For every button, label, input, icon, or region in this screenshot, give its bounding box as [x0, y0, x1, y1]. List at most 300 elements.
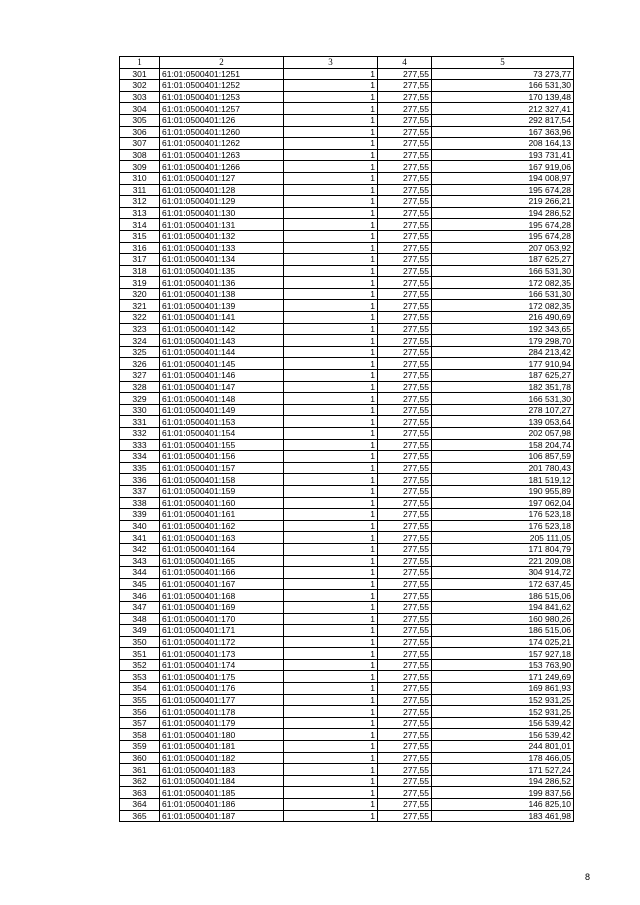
quantity-cell: 1: [284, 509, 378, 521]
cadastral-number-cell: 61:01:0500401:168: [160, 590, 284, 602]
quantity-cell: 1: [284, 172, 378, 184]
quantity-cell: 1: [284, 265, 378, 277]
row-number-cell: 308: [120, 149, 160, 161]
cadastral-number-cell: 61:01:0500401:135: [160, 265, 284, 277]
value-cell: 172 637,45: [432, 578, 574, 590]
rate-cell: 277,55: [378, 126, 432, 138]
value-cell: 172 082,35: [432, 300, 574, 312]
table-row: [120, 416, 574, 428]
table-row: [120, 80, 574, 92]
cadastral-number-cell: 61:01:0500401:133: [160, 242, 284, 254]
value-cell: 178 466,05: [432, 752, 574, 764]
header-cell-1: 1: [120, 57, 160, 69]
page-number: 8: [585, 872, 591, 882]
cadastral-number-cell: 61:01:0500401:143: [160, 335, 284, 347]
quantity-cell: 1: [284, 706, 378, 718]
quantity-cell: 1: [284, 91, 378, 103]
table-row: [120, 613, 574, 625]
registry-table: [119, 56, 574, 822]
quantity-cell: 1: [284, 184, 378, 196]
cadastral-number-cell: 61:01:0500401:163: [160, 532, 284, 544]
row-number-cell: 337: [120, 485, 160, 497]
value-cell: 139 053,64: [432, 416, 574, 428]
quantity-cell: 1: [284, 207, 378, 219]
value-cell: 216 490,69: [432, 312, 574, 324]
cadastral-number-cell: 61:01:0500401:127: [160, 172, 284, 184]
quantity-cell: 1: [284, 126, 378, 138]
row-number-cell: 344: [120, 567, 160, 579]
cadastral-number-cell: 61:01:0500401:1266: [160, 161, 284, 173]
value-cell: 171 249,69: [432, 671, 574, 683]
cadastral-number-cell: 61:01:0500401:134: [160, 254, 284, 266]
quantity-cell: 1: [284, 161, 378, 173]
row-number-cell: 326: [120, 358, 160, 370]
rate-cell: 277,55: [378, 741, 432, 753]
value-cell: 193 731,41: [432, 149, 574, 161]
row-number-cell: 305: [120, 114, 160, 126]
rate-cell: 277,55: [378, 509, 432, 521]
quantity-cell: 1: [284, 648, 378, 660]
header-cell-3: 3: [284, 57, 378, 69]
rate-cell: 277,55: [378, 520, 432, 532]
table-row: [120, 428, 574, 440]
cadastral-number-cell: 61:01:0500401:136: [160, 277, 284, 289]
row-number-cell: 302: [120, 80, 160, 92]
rate-cell: 277,55: [378, 567, 432, 579]
rate-cell: 277,55: [378, 787, 432, 799]
cadastral-number-cell: 61:01:0500401:141: [160, 312, 284, 324]
cadastral-number-cell: 61:01:0500401:128: [160, 184, 284, 196]
cadastral-number-cell: 61:01:0500401:175: [160, 671, 284, 683]
table-row: [120, 694, 574, 706]
table-row: [120, 462, 574, 474]
row-number-cell: 340: [120, 520, 160, 532]
value-cell: 183 461,98: [432, 810, 574, 822]
table-row: [120, 567, 574, 579]
row-number-cell: 313: [120, 207, 160, 219]
table-row: [120, 648, 574, 660]
quantity-cell: 1: [284, 312, 378, 324]
table-row: [120, 543, 574, 555]
row-number-cell: 331: [120, 416, 160, 428]
row-number-cell: 347: [120, 601, 160, 613]
row-number-cell: 362: [120, 775, 160, 787]
row-number-cell: 327: [120, 370, 160, 382]
value-cell: 284 213,42: [432, 346, 574, 358]
rate-cell: 277,55: [378, 138, 432, 150]
table-row: [120, 659, 574, 671]
row-number-cell: 307: [120, 138, 160, 150]
row-number-cell: 324: [120, 335, 160, 347]
quantity-cell: 1: [284, 799, 378, 811]
quantity-cell: 1: [284, 485, 378, 497]
value-cell: 166 531,30: [432, 393, 574, 405]
cadastral-number-cell: 61:01:0500401:142: [160, 323, 284, 335]
value-cell: 171 527,24: [432, 764, 574, 776]
rate-cell: 277,55: [378, 149, 432, 161]
row-number-cell: 342: [120, 543, 160, 555]
rate-cell: 277,55: [378, 103, 432, 115]
cadastral-number-cell: 61:01:0500401:170: [160, 613, 284, 625]
cadastral-number-cell: 61:01:0500401:1262: [160, 138, 284, 150]
value-cell: 194 286,52: [432, 207, 574, 219]
table-row: [120, 404, 574, 416]
value-cell: 152 931,25: [432, 694, 574, 706]
value-cell: 158 204,74: [432, 439, 574, 451]
row-number-cell: 303: [120, 91, 160, 103]
value-cell: 195 674,28: [432, 230, 574, 242]
cadastral-number-cell: 61:01:0500401:129: [160, 196, 284, 208]
table-row: [120, 370, 574, 382]
rate-cell: 277,55: [378, 312, 432, 324]
value-cell: 207 053,92: [432, 242, 574, 254]
quantity-cell: 1: [284, 613, 378, 625]
table-row: [120, 810, 574, 822]
cadastral-number-cell: 61:01:0500401:179: [160, 717, 284, 729]
rate-cell: 277,55: [378, 451, 432, 463]
value-cell: 106 857,59: [432, 451, 574, 463]
table-row: [120, 312, 574, 324]
cadastral-number-cell: 61:01:0500401:157: [160, 462, 284, 474]
quantity-cell: 1: [284, 68, 378, 80]
quantity-cell: 1: [284, 659, 378, 671]
rate-cell: 277,55: [378, 91, 432, 103]
table-row: [120, 149, 574, 161]
rate-cell: 277,55: [378, 543, 432, 555]
table-row: [120, 590, 574, 602]
cadastral-number-cell: 61:01:0500401:164: [160, 543, 284, 555]
row-number-cell: 314: [120, 219, 160, 231]
row-number-cell: 335: [120, 462, 160, 474]
cadastral-number-cell: 61:01:0500401:138: [160, 288, 284, 300]
table-row: [120, 381, 574, 393]
value-cell: 194 008,97: [432, 172, 574, 184]
row-number-cell: 309: [120, 161, 160, 173]
row-number-cell: 310: [120, 172, 160, 184]
value-cell: 146 825,10: [432, 799, 574, 811]
table-row: [120, 764, 574, 776]
row-number-cell: 334: [120, 451, 160, 463]
quantity-cell: 1: [284, 416, 378, 428]
table-row: [120, 578, 574, 590]
quantity-cell: 1: [284, 741, 378, 753]
row-number-cell: 361: [120, 764, 160, 776]
row-number-cell: 306: [120, 126, 160, 138]
rate-cell: 277,55: [378, 346, 432, 358]
quantity-cell: 1: [284, 752, 378, 764]
row-number-cell: 325: [120, 346, 160, 358]
cadastral-number-cell: 61:01:0500401:154: [160, 428, 284, 440]
quantity-cell: 1: [284, 694, 378, 706]
value-cell: 176 523,18: [432, 520, 574, 532]
value-cell: 208 164,13: [432, 138, 574, 150]
rate-cell: 277,55: [378, 323, 432, 335]
rate-cell: 277,55: [378, 764, 432, 776]
value-cell: 192 343,65: [432, 323, 574, 335]
rate-cell: 277,55: [378, 161, 432, 173]
cadastral-number-cell: 61:01:0500401:183: [160, 764, 284, 776]
value-cell: 167 363,96: [432, 126, 574, 138]
cadastral-number-cell: 61:01:0500401:146: [160, 370, 284, 382]
quantity-cell: 1: [284, 358, 378, 370]
table-row: [120, 196, 574, 208]
cadastral-number-cell: 61:01:0500401:147: [160, 381, 284, 393]
cadastral-number-cell: 61:01:0500401:172: [160, 636, 284, 648]
table-row: [120, 485, 574, 497]
row-number-cell: 318: [120, 265, 160, 277]
quantity-cell: 1: [284, 138, 378, 150]
cadastral-number-cell: 61:01:0500401:185: [160, 787, 284, 799]
table-row: [120, 497, 574, 509]
row-number-cell: 355: [120, 694, 160, 706]
rate-cell: 277,55: [378, 601, 432, 613]
value-cell: 174 025,21: [432, 636, 574, 648]
table-row: [120, 625, 574, 637]
cadastral-number-cell: 61:01:0500401:145: [160, 358, 284, 370]
cadastral-number-cell: 61:01:0500401:1257: [160, 103, 284, 115]
rate-cell: 277,55: [378, 497, 432, 509]
quantity-cell: 1: [284, 636, 378, 648]
cadastral-number-cell: 61:01:0500401:177: [160, 694, 284, 706]
value-cell: 167 919,06: [432, 161, 574, 173]
rate-cell: 277,55: [378, 683, 432, 695]
row-number-cell: 328: [120, 381, 160, 393]
value-cell: 244 801,01: [432, 741, 574, 753]
table-row: [120, 741, 574, 753]
row-number-cell: 333: [120, 439, 160, 451]
quantity-cell: 1: [284, 219, 378, 231]
value-cell: 278 107,27: [432, 404, 574, 416]
quantity-cell: 1: [284, 601, 378, 613]
rate-cell: 277,55: [378, 474, 432, 486]
quantity-cell: 1: [284, 671, 378, 683]
row-number-cell: 301: [120, 68, 160, 80]
value-cell: 156 539,42: [432, 729, 574, 741]
cadastral-number-cell: 61:01:0500401:167: [160, 578, 284, 590]
cadastral-number-cell: 61:01:0500401:159: [160, 485, 284, 497]
cadastral-number-cell: 61:01:0500401:126: [160, 114, 284, 126]
table-row: [120, 126, 574, 138]
table-row: [120, 729, 574, 741]
table-row: [120, 114, 574, 126]
cadastral-number-cell: 61:01:0500401:158: [160, 474, 284, 486]
table-row: [120, 254, 574, 266]
value-cell: 186 515,06: [432, 625, 574, 637]
row-number-cell: 320: [120, 288, 160, 300]
row-number-cell: 354: [120, 683, 160, 695]
rate-cell: 277,55: [378, 810, 432, 822]
value-cell: 170 139,48: [432, 91, 574, 103]
value-cell: 187 625,27: [432, 254, 574, 266]
value-cell: 219 266,21: [432, 196, 574, 208]
cadastral-number-cell: 61:01:0500401:173: [160, 648, 284, 660]
row-number-cell: 316: [120, 242, 160, 254]
table-row: [120, 532, 574, 544]
cadastral-number-cell: 61:01:0500401:184: [160, 775, 284, 787]
quantity-cell: 1: [284, 114, 378, 126]
rate-cell: 277,55: [378, 590, 432, 602]
quantity-cell: 1: [284, 451, 378, 463]
quantity-cell: 1: [284, 462, 378, 474]
rate-cell: 277,55: [378, 265, 432, 277]
quantity-cell: 1: [284, 428, 378, 440]
quantity-cell: 1: [284, 404, 378, 416]
rate-cell: 277,55: [378, 68, 432, 80]
value-cell: 199 837,56: [432, 787, 574, 799]
row-number-cell: 323: [120, 323, 160, 335]
quantity-cell: 1: [284, 254, 378, 266]
table-row: [120, 601, 574, 613]
row-number-cell: 332: [120, 428, 160, 440]
quantity-cell: 1: [284, 717, 378, 729]
table-row: [120, 358, 574, 370]
value-cell: 73 273,77: [432, 68, 574, 80]
table-row: [120, 451, 574, 463]
quantity-cell: 1: [284, 520, 378, 532]
row-number-cell: 349: [120, 625, 160, 637]
table-row: [120, 242, 574, 254]
rate-cell: 277,55: [378, 428, 432, 440]
cadastral-number-cell: 61:01:0500401:131: [160, 219, 284, 231]
value-cell: 202 057,98: [432, 428, 574, 440]
row-number-cell: 319: [120, 277, 160, 289]
cadastral-number-cell: 61:01:0500401:176: [160, 683, 284, 695]
table-row: [120, 300, 574, 312]
quantity-cell: 1: [284, 543, 378, 555]
value-cell: 169 861,93: [432, 683, 574, 695]
quantity-cell: 1: [284, 567, 378, 579]
cadastral-number-cell: 61:01:0500401:130: [160, 207, 284, 219]
table-body: [120, 68, 574, 822]
value-cell: 160 980,26: [432, 613, 574, 625]
quantity-cell: 1: [284, 288, 378, 300]
table-row: [120, 68, 574, 80]
table-row: [120, 520, 574, 532]
cadastral-number-cell: 61:01:0500401:174: [160, 659, 284, 671]
cadastral-number-cell: 61:01:0500401:156: [160, 451, 284, 463]
quantity-cell: 1: [284, 230, 378, 242]
rate-cell: 277,55: [378, 636, 432, 648]
cadastral-number-cell: 61:01:0500401:1252: [160, 80, 284, 92]
table-row: [120, 207, 574, 219]
table-row: [120, 393, 574, 405]
value-cell: 190 955,89: [432, 485, 574, 497]
rate-cell: 277,55: [378, 335, 432, 347]
row-number-cell: 352: [120, 659, 160, 671]
row-number-cell: 317: [120, 254, 160, 266]
value-cell: 182 351,78: [432, 381, 574, 393]
row-number-cell: 341: [120, 532, 160, 544]
cadastral-number-cell: 61:01:0500401:1260: [160, 126, 284, 138]
cadastral-number-cell: 61:01:0500401:180: [160, 729, 284, 741]
rate-cell: 277,55: [378, 694, 432, 706]
row-number-cell: 336: [120, 474, 160, 486]
cadastral-number-cell: 61:01:0500401:1253: [160, 91, 284, 103]
quantity-cell: 1: [284, 80, 378, 92]
table-row: [120, 346, 574, 358]
rate-cell: 277,55: [378, 370, 432, 382]
rate-cell: 277,55: [378, 381, 432, 393]
rate-cell: 277,55: [378, 196, 432, 208]
quantity-cell: 1: [284, 497, 378, 509]
cadastral-number-cell: 61:01:0500401:162: [160, 520, 284, 532]
cadastral-number-cell: 61:01:0500401:171: [160, 625, 284, 637]
rate-cell: 277,55: [378, 613, 432, 625]
rate-cell: 277,55: [378, 775, 432, 787]
quantity-cell: 1: [284, 532, 378, 544]
table-row: [120, 683, 574, 695]
rate-cell: 277,55: [378, 219, 432, 231]
row-number-cell: 330: [120, 404, 160, 416]
table-header: [120, 57, 574, 69]
row-number-cell: 356: [120, 706, 160, 718]
cadastral-number-cell: 61:01:0500401:187: [160, 810, 284, 822]
value-cell: 171 804,79: [432, 543, 574, 555]
cadastral-number-cell: 61:01:0500401:186: [160, 799, 284, 811]
cadastral-number-cell: 61:01:0500401:155: [160, 439, 284, 451]
row-number-cell: 359: [120, 741, 160, 753]
cadastral-number-cell: 61:01:0500401:139: [160, 300, 284, 312]
row-number-cell: 345: [120, 578, 160, 590]
rate-cell: 277,55: [378, 358, 432, 370]
value-cell: 177 910,94: [432, 358, 574, 370]
rate-cell: 277,55: [378, 114, 432, 126]
row-number-cell: 321: [120, 300, 160, 312]
rate-cell: 277,55: [378, 555, 432, 567]
row-number-cell: 350: [120, 636, 160, 648]
value-cell: 181 519,12: [432, 474, 574, 486]
table-row: [120, 138, 574, 150]
value-cell: 152 931,25: [432, 706, 574, 718]
rate-cell: 277,55: [378, 207, 432, 219]
cadastral-number-cell: 61:01:0500401:1263: [160, 149, 284, 161]
table-row: [120, 787, 574, 799]
row-number-cell: 329: [120, 393, 160, 405]
row-number-cell: 348: [120, 613, 160, 625]
table-row: [120, 706, 574, 718]
quantity-cell: 1: [284, 346, 378, 358]
value-cell: 221 209,08: [432, 555, 574, 567]
quantity-cell: 1: [284, 764, 378, 776]
value-cell: 186 515,06: [432, 590, 574, 602]
rate-cell: 277,55: [378, 80, 432, 92]
table-row: [120, 230, 574, 242]
table-row: [120, 717, 574, 729]
rate-cell: 277,55: [378, 578, 432, 590]
cadastral-number-cell: 61:01:0500401:169: [160, 601, 284, 613]
cadastral-number-cell: 61:01:0500401:149: [160, 404, 284, 416]
quantity-cell: 1: [284, 242, 378, 254]
header-cell-5: 5: [432, 57, 574, 69]
cadastral-number-cell: 61:01:0500401:132: [160, 230, 284, 242]
header-row: [120, 57, 574, 69]
cadastral-number-cell: 61:01:0500401:181: [160, 741, 284, 753]
rate-cell: 277,55: [378, 404, 432, 416]
quantity-cell: 1: [284, 775, 378, 787]
row-number-cell: 304: [120, 103, 160, 115]
value-cell: 292 817,54: [432, 114, 574, 126]
row-number-cell: 346: [120, 590, 160, 602]
cadastral-number-cell: 61:01:0500401:1251: [160, 68, 284, 80]
quantity-cell: 1: [284, 149, 378, 161]
table-row: [120, 509, 574, 521]
value-cell: 166 531,30: [432, 80, 574, 92]
table-row: [120, 219, 574, 231]
quantity-cell: 1: [284, 277, 378, 289]
rate-cell: 277,55: [378, 729, 432, 741]
rate-cell: 277,55: [378, 300, 432, 312]
table-row: [120, 265, 574, 277]
